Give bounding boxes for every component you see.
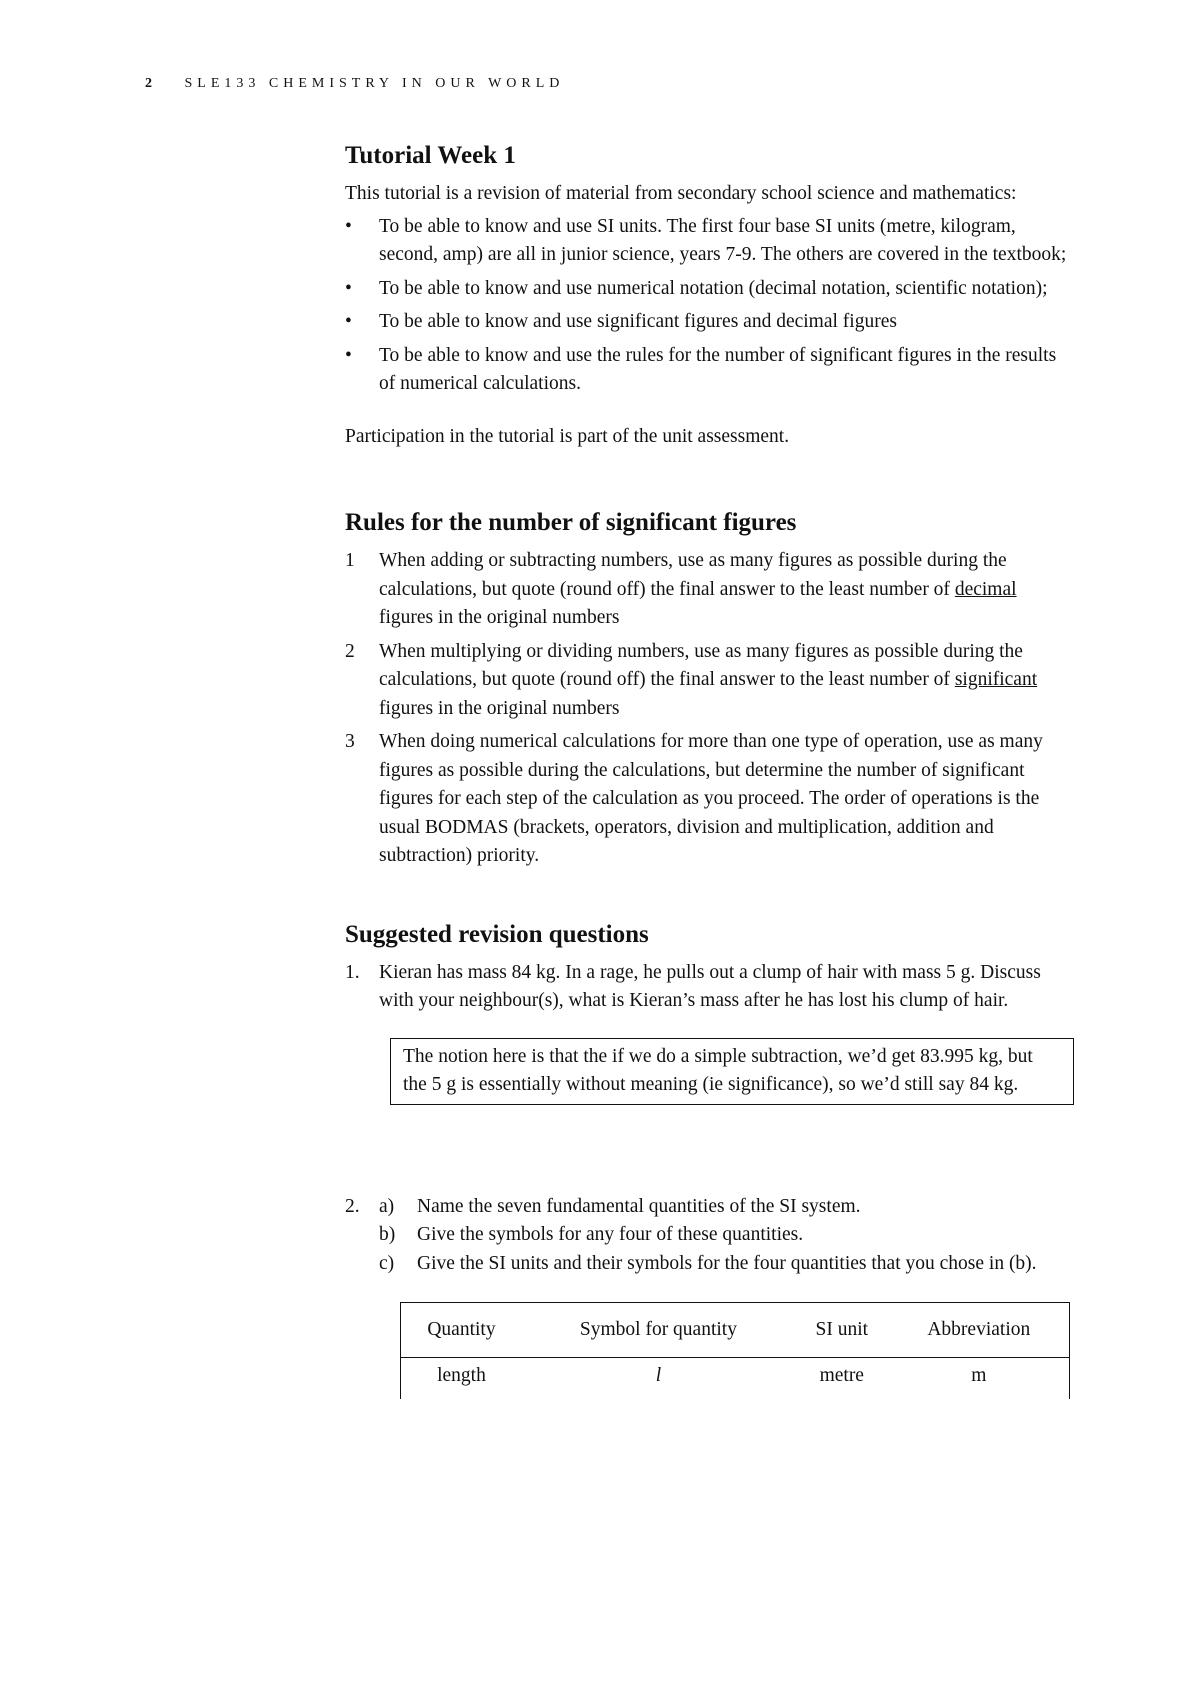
rule-item: 3 When doing numerical calculations for more than one type of operation, use as many figures as possible during the calculations, but determine the number of significant figures for each step of the calculation as you proceed. The order of operations is the usual BODMAS (brackets, operators, division and multiplication, addition and subtraction) priority. — [345, 728, 1075, 871]
table-header-row — [401, 1303, 1070, 1358]
bullet-icon: • — [345, 215, 352, 237]
tutorial-intro: This tutorial is a revision of material from secondary school science and mathematics: — [345, 183, 1017, 204]
rule-number: 1 — [345, 550, 355, 571]
question-1 — [345, 959, 1075, 1016]
objective-item: • To be able to know and use SI units. The first four base SI units (metre, kilogram, second, amp) are all in junior science, years 7-9. The others are covered in the textbook; — [345, 213, 1075, 270]
table-cell: m — [889, 1358, 1070, 1400]
column-header: Symbol for quantity — [522, 1303, 795, 1358]
participation-note: Participation in the tutorial is part of the unit assessment. — [345, 425, 790, 447]
rule-item: 2 When multiplying or dividing numbers, use as many figures as possible during the calculations, but quote (round off) the final answer to the least number of significant figures in the original numbers — [345, 638, 1075, 724]
questions-section — [345, 919, 1075, 1400]
rules-list — [345, 547, 1075, 871]
column-header: Quantity — [401, 1303, 522, 1358]
bullet-icon: • — [345, 277, 352, 299]
sub-question: a) Name the seven fundamental quantities of the SI system. — [379, 1195, 861, 1217]
tutorial-title: Tutorial Week 1 — [345, 142, 516, 169]
table-cell: l — [655, 1365, 662, 1386]
rules-section — [345, 507, 1075, 871]
questions-title: Suggested revision questions — [345, 920, 649, 948]
page-header — [145, 76, 564, 92]
column-header: Abbreviation — [889, 1303, 1070, 1358]
si-units-table — [400, 1302, 1070, 1399]
objectives-list — [345, 213, 1075, 399]
table-cell: length — [401, 1358, 522, 1400]
sub-question: c) Give the SI units and their symbols for the four quantities that you chose in (b). — [379, 1252, 1037, 1274]
page-number: 2 — [145, 76, 152, 91]
underlined-term: decimal — [954, 578, 1017, 600]
rules-title: Rules for the number of significant figures — [345, 509, 797, 536]
bullet-icon: • — [345, 344, 352, 366]
objective-item: • To be able to know and use significant figures and decimal figures — [345, 308, 1075, 337]
bullet-icon: • — [345, 311, 352, 332]
main-content — [345, 140, 1075, 1399]
objective-item: • To be able to know and use the rules for the number of significant figures in the results of numerical calculations. — [345, 342, 1075, 399]
table-row — [401, 1358, 1070, 1400]
question-number: 2. — [345, 1195, 360, 1217]
objective-item: • To be able to know and use numerical notation (decimal notation, scientific notation); — [345, 275, 1075, 304]
question-text: Kieran has mass 84 kg. In a rage, he pulls out a clump of hair with mass 5 g. Discuss with your neighbour(s), what is Kieran’s mass after he has lost his clump of hair. — [379, 961, 1041, 1011]
table-cell: metre — [819, 1365, 864, 1386]
course-title: SLE133 CHEMISTRY IN OUR WORLD — [184, 76, 565, 91]
rule-number: 2 — [345, 640, 355, 662]
question-2 — [345, 1193, 1075, 1279]
answer-box — [390, 1038, 1074, 1105]
rule-item: 1 When adding or subtracting numbers, use as many figures as possible during the calculations, but quote (round off) the final answer to the least number of decimal figures in the original numbers — [345, 547, 1075, 633]
rule-number: 3 — [345, 731, 355, 752]
question-number: 1. — [345, 961, 360, 983]
answer-text: The notion here is that the if we do a simple subtraction, we’d get 83.995 kg, but the 5 g is essentially without meaning (ie significance), so we’d still say 84 kg. — [403, 1045, 1033, 1095]
underlined-term: significant — [954, 669, 1038, 690]
column-header: SI unit — [795, 1303, 889, 1358]
sub-question: b) Give the symbols for any four of these quantities. — [379, 1224, 804, 1245]
